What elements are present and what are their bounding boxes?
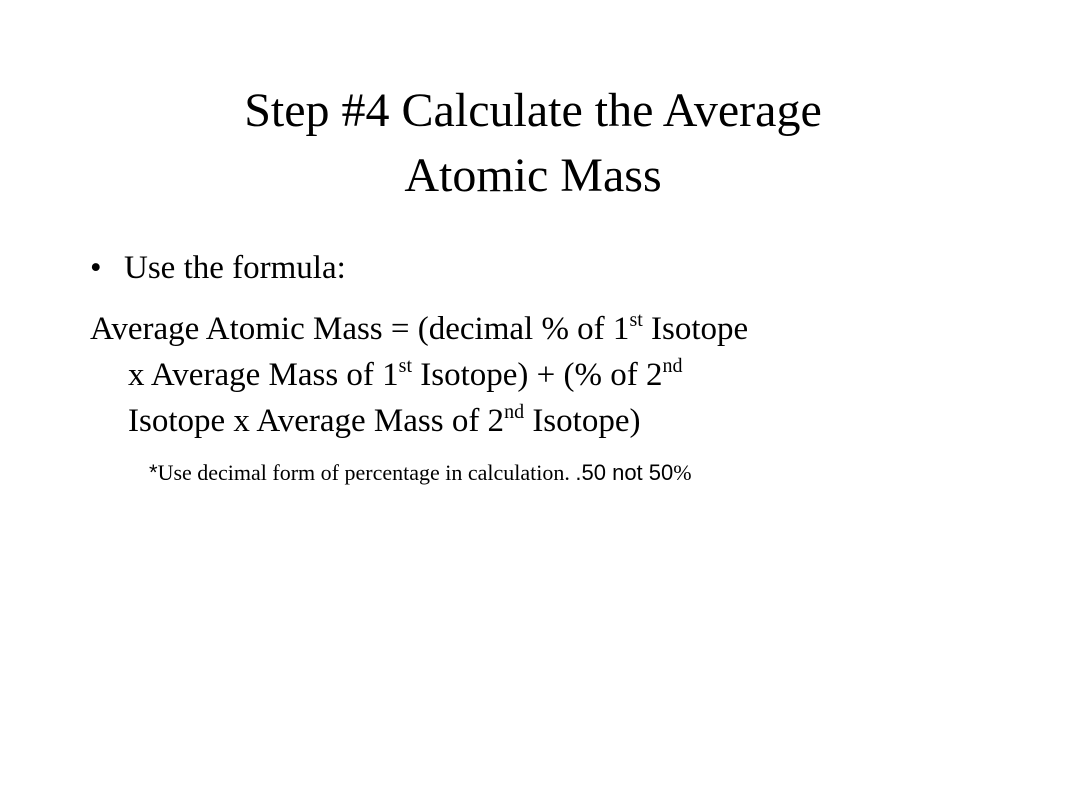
formula-line-1-superscript: st bbox=[629, 309, 643, 331]
title-line-1: Step #4 Calculate the Average bbox=[244, 84, 822, 137]
formula-line-2-text-a: x Average Mass of 1 bbox=[128, 357, 399, 393]
formula-line-3 bbox=[90, 398, 990, 444]
slide-title bbox=[80, 78, 986, 208]
formula-line-3-text-a: Isotope x Average Mass of 2 bbox=[128, 403, 505, 439]
formula-line-2 bbox=[90, 352, 990, 398]
bullet-text: Use the formula: bbox=[124, 250, 346, 286]
bullet-icon: • bbox=[90, 250, 102, 286]
bullet-item bbox=[90, 248, 346, 288]
note-example: .50 not 50 bbox=[575, 460, 674, 485]
formula-line-1-text-b: Isotope bbox=[642, 311, 749, 347]
title-line-2: Atomic Mass bbox=[404, 149, 662, 202]
formula-line-2-text-b: Isotope) + (% of 2 bbox=[412, 357, 663, 393]
formula-line-3-text-b: Isotope) bbox=[524, 403, 641, 439]
formula-line-1-text-a: Average Atomic Mass = (decimal % of 1 bbox=[90, 311, 630, 347]
formula-line-1 bbox=[90, 306, 990, 352]
formula-line-3-superscript: nd bbox=[504, 401, 525, 423]
note-percent: % bbox=[673, 460, 692, 485]
calculation-note bbox=[149, 458, 692, 488]
formula-line-2-superscript-2: nd bbox=[662, 355, 683, 377]
formula-line-2-superscript-1: st bbox=[398, 355, 412, 377]
formula-text bbox=[90, 306, 990, 444]
note-text: Use decimal form of percentage in calculation. bbox=[157, 460, 576, 485]
note-asterisk: * bbox=[149, 460, 158, 485]
